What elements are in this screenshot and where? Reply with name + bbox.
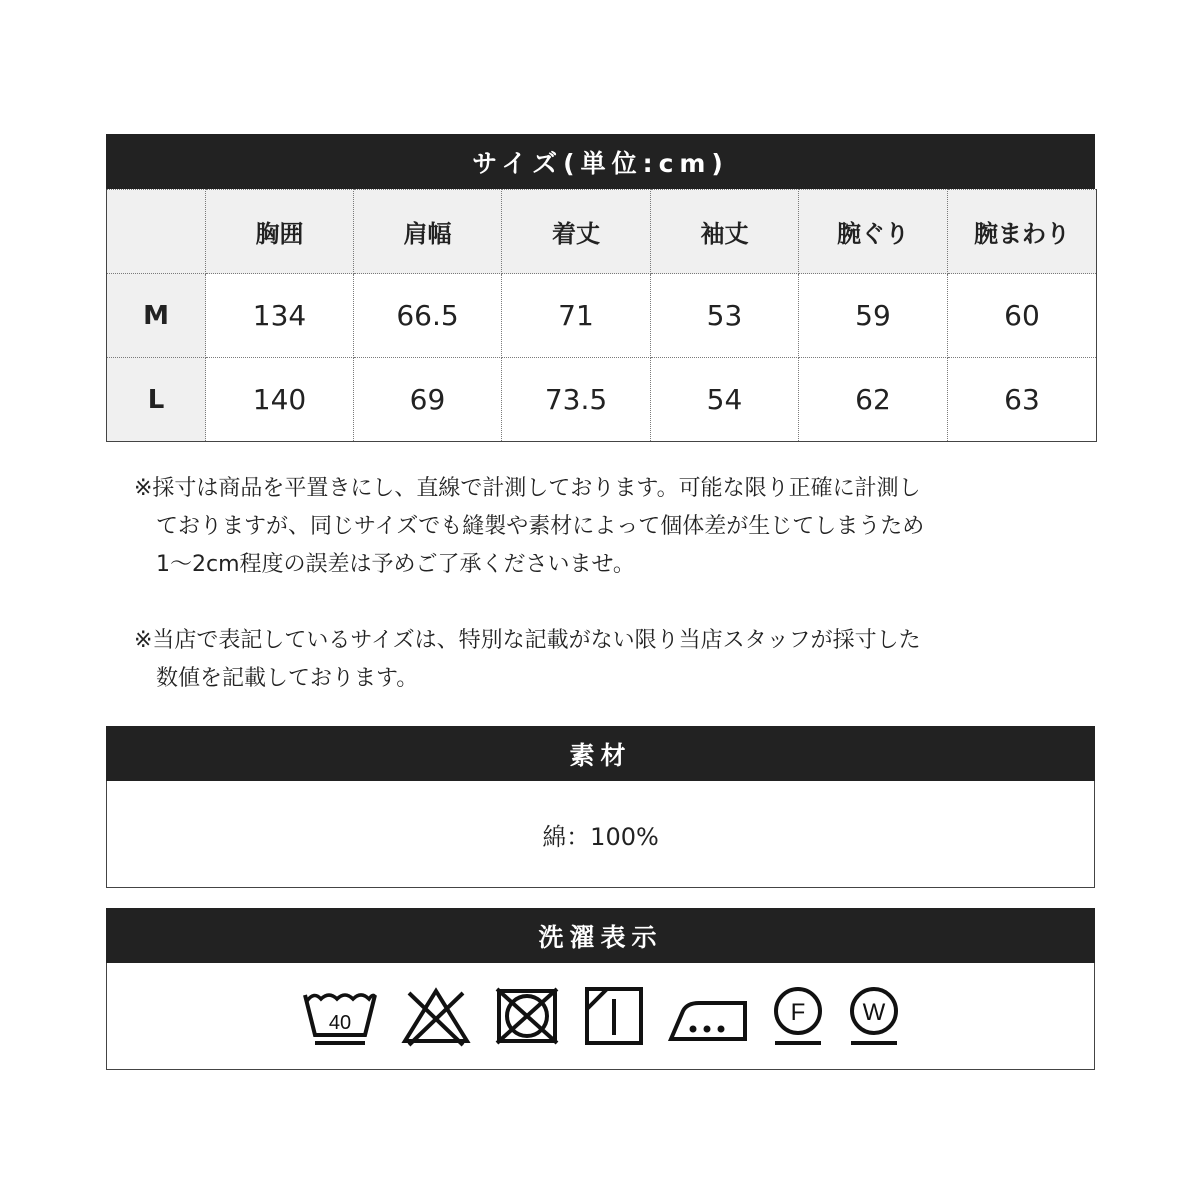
size-table-header-row — [107, 190, 1097, 274]
material-value: 綿：100% — [542, 822, 659, 851]
table-row — [107, 274, 1097, 358]
note-line: 数値を記載しております。 — [134, 666, 419, 691]
table-cell: 63 — [948, 358, 1097, 442]
size-table-corner — [107, 190, 206, 274]
table-cell: 66.5 — [354, 274, 502, 358]
wash-40-icon — [301, 985, 379, 1047]
wet-clean-w-icon — [847, 985, 901, 1047]
column-header-chest: 胸囲 — [206, 190, 354, 274]
column-header-length: 着丈 — [502, 190, 651, 274]
wet-clean-letter: W — [862, 999, 885, 1026]
note-line: 1～2cm程度の誤差は予めご了承くださいませ。 — [134, 552, 635, 577]
table-cell: 60 — [948, 274, 1097, 358]
material-box — [106, 781, 1095, 888]
size-section-title: サイズ(単位:cm) — [472, 148, 729, 178]
table-cell: 71 — [502, 274, 651, 358]
note-line: ※採寸は商品を平置きにし、直線で計測しております。可能な限り正確に計測し — [134, 476, 921, 501]
care-icons-box — [106, 963, 1095, 1070]
no-bleach-icon — [401, 985, 471, 1047]
table-row — [107, 358, 1097, 442]
table-cell: 140 — [206, 358, 354, 442]
table-cell: 54 — [651, 358, 799, 442]
row-header-size: M — [107, 274, 206, 358]
row-header-size: L — [107, 358, 206, 442]
size-table — [106, 189, 1097, 442]
note-line: ※当店で表記しているサイズは、特別な記載がない限り当店スタッフが採寸した — [134, 628, 921, 653]
line-dry-shade-icon — [583, 985, 645, 1047]
dry-clean-letter: F — [790, 999, 805, 1026]
note-line: ておりますが、同じサイズでも縫製や素材によって個体差が生じてしまうため — [134, 514, 925, 539]
material-section-title: 素材 — [569, 740, 632, 770]
table-cell: 69 — [354, 358, 502, 442]
column-header-shoulder: 肩幅 — [354, 190, 502, 274]
column-header-armhole: 腕ぐり — [799, 190, 948, 274]
table-cell: 134 — [206, 274, 354, 358]
no-tumble-dry-icon — [493, 985, 561, 1047]
iron-high-icon — [667, 985, 749, 1047]
care-section-title: 洗濯表示 — [538, 922, 663, 952]
column-header-sleeve: 袖丈 — [651, 190, 799, 274]
table-cell: 59 — [799, 274, 948, 358]
table-cell: 53 — [651, 274, 799, 358]
care-section-header — [106, 908, 1095, 963]
table-cell: 62 — [799, 358, 948, 442]
measurement-notes — [134, 470, 1034, 698]
material-section-header — [106, 726, 1095, 781]
dry-clean-f-icon — [771, 985, 825, 1047]
wash-temperature-label: 40 — [328, 1012, 351, 1034]
column-header-arm-circumference: 腕まわり — [948, 190, 1097, 274]
size-section-header — [106, 134, 1095, 189]
table-cell: 73.5 — [502, 358, 651, 442]
